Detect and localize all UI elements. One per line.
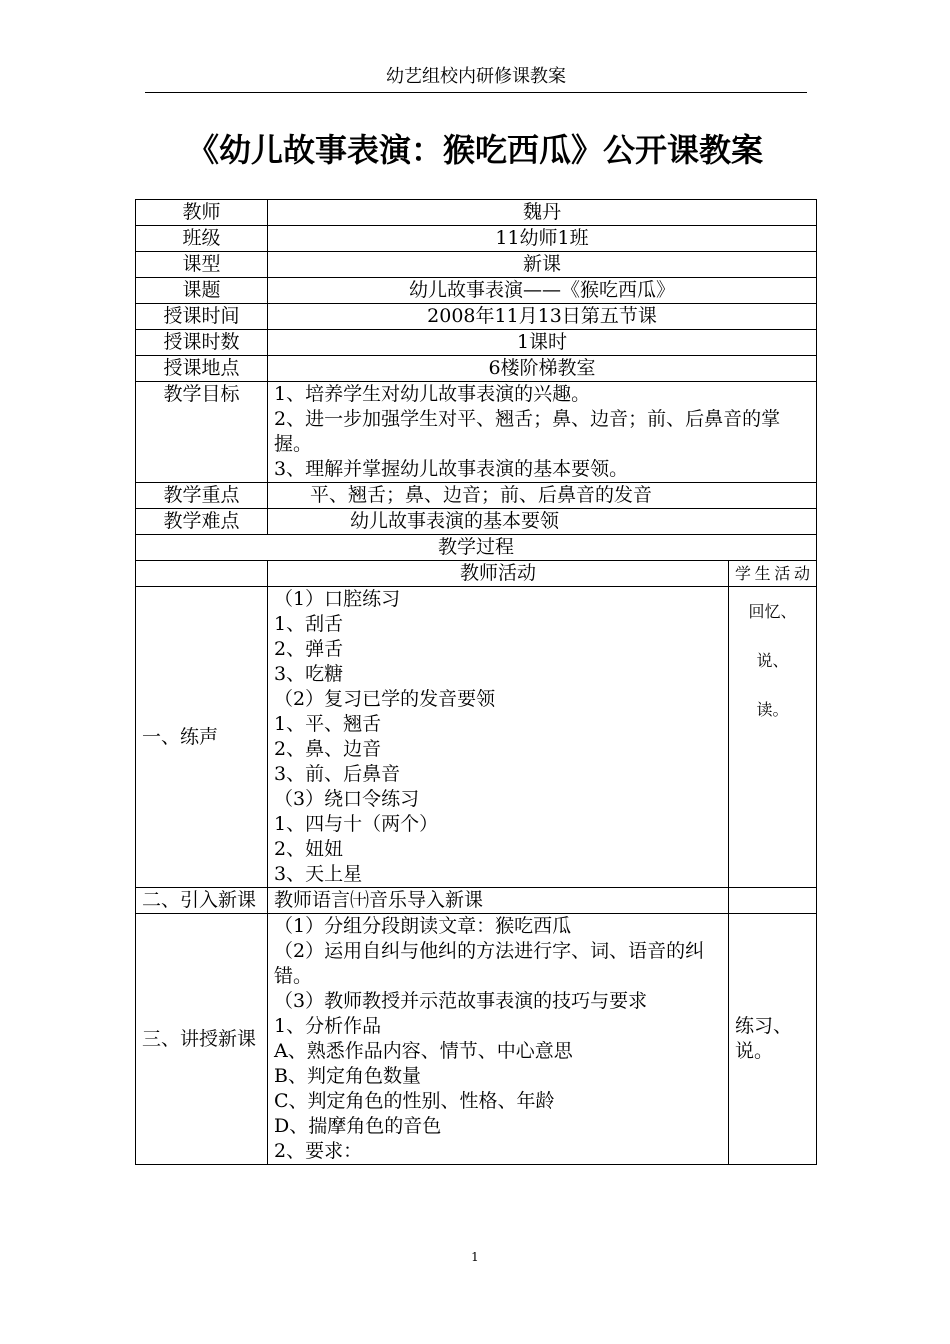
section-line: 1、平、翘舌	[274, 713, 382, 735]
info-label: 教师	[136, 200, 268, 226]
info-value: 2008年11月13日第五节课	[268, 304, 817, 330]
section-line: 1、四与十（两个）	[274, 813, 439, 835]
key-points-row	[136, 483, 817, 509]
section-row-teaching	[136, 914, 817, 1165]
section-line: （3）教师教授并示范故事表演的技巧与要求	[274, 990, 648, 1012]
section-line: 1、刮舌	[274, 613, 344, 635]
goals-content	[268, 382, 817, 483]
info-value: 魏丹	[268, 200, 817, 226]
section-line: 3、前、后鼻音	[274, 763, 401, 785]
info-row-time	[136, 304, 817, 330]
difficulties-value: 幼儿故事表演的基本要领	[268, 509, 817, 535]
section-line: A、熟悉作品内容、情节、中心意思	[274, 1040, 573, 1062]
info-label: 授课时间	[136, 304, 268, 330]
section-line: 2、鼻、边音	[274, 738, 382, 760]
goal-line: 1、培养学生对幼儿故事表演的兴趣。	[274, 383, 591, 405]
info-value: 1课时	[268, 330, 817, 356]
section-line: 1、分析作品	[274, 1015, 382, 1037]
student-activity-header: 学生活动	[729, 561, 817, 587]
info-row-lesson-type	[136, 252, 817, 278]
info-row-class	[136, 226, 817, 252]
page-number: 1	[471, 1250, 479, 1264]
difficulties-row	[136, 509, 817, 535]
section-line: （1）分组分段朗读文章：猴吃西瓜	[274, 915, 572, 937]
section-line: 2、要求：	[274, 1140, 363, 1162]
process-title-row	[136, 535, 817, 561]
info-row-topic	[136, 278, 817, 304]
section-row-intro	[136, 888, 817, 914]
key-points-value: 平、翘舌；鼻、边音；前、后鼻音的发音	[268, 483, 817, 509]
section-line: （1）口腔练习	[274, 588, 401, 610]
goals-label: 教学目标	[136, 382, 268, 483]
goal-line: 2、进一步加强学生对平、翘舌；鼻、边音；前、后鼻音的掌握。	[274, 408, 781, 455]
info-row-location	[136, 356, 817, 382]
student-activity	[729, 914, 817, 1165]
process-header-row	[136, 561, 817, 587]
teacher-activity-header: 教师活动	[268, 561, 729, 587]
lesson-plan-table	[135, 199, 817, 1165]
info-row-teacher	[136, 200, 817, 226]
section-content	[268, 587, 729, 888]
section-row-warmup	[136, 587, 817, 888]
goal-line: 3、理解并掌握幼儿故事表演的基本要领。	[274, 458, 629, 480]
activity-line: 读。	[756, 700, 789, 719]
section-line: 教师语言㈩音乐导入新课	[274, 889, 484, 911]
info-label: 课题	[136, 278, 268, 304]
info-value: 6楼阶梯教室	[268, 356, 817, 382]
section-line: （2）运用自纠与他纠的方法进行字、词、语音的纠错。	[274, 940, 705, 987]
process-header-empty	[136, 561, 268, 587]
section-content	[268, 914, 729, 1165]
section-line: B、判定角色数量	[274, 1065, 421, 1087]
student-activity	[729, 888, 817, 914]
section-line: 2、弹舌	[274, 638, 344, 660]
section-name: 二、引入新课	[136, 888, 268, 914]
difficulties-label: 教学难点	[136, 509, 268, 535]
activity-line: 说。	[735, 1040, 774, 1062]
info-label: 课型	[136, 252, 268, 278]
section-name: 一、练声	[136, 587, 268, 888]
section-content	[268, 888, 729, 914]
info-value: 11幼师1班	[268, 226, 817, 252]
section-line: C、判定角色的性别、性格、年龄	[274, 1090, 555, 1112]
info-value: 幼儿故事表演——《猴吃西瓜》	[268, 278, 817, 304]
section-line: 3、天上星	[274, 863, 363, 885]
info-value: 新课	[268, 252, 817, 278]
section-line: D、揣摩角色的音色	[274, 1115, 442, 1137]
document-title: 《幼儿故事表演：猴吃西瓜》公开课教案	[186, 131, 763, 169]
student-activity	[729, 587, 817, 888]
page-header: 幼艺组校内研修课教案	[145, 64, 807, 93]
section-line: 3、吃糖	[274, 663, 344, 685]
section-line: 2、妞妞	[274, 838, 344, 860]
activity-line: 回忆、	[748, 602, 797, 621]
section-line: （3）绕口令练习	[274, 788, 420, 810]
process-title: 教学过程	[136, 535, 817, 561]
goals-row	[136, 382, 817, 483]
activity-line: 说、	[756, 651, 789, 670]
section-name: 三、讲授新课	[136, 914, 268, 1165]
key-points-label: 教学重点	[136, 483, 268, 509]
info-label: 班级	[136, 226, 268, 252]
info-label: 授课时数	[136, 330, 268, 356]
info-label: 授课地点	[136, 356, 268, 382]
section-line: （2）复习已学的发音要领	[274, 688, 496, 710]
info-row-hours	[136, 330, 817, 356]
activity-line: 练习、	[735, 1015, 793, 1037]
